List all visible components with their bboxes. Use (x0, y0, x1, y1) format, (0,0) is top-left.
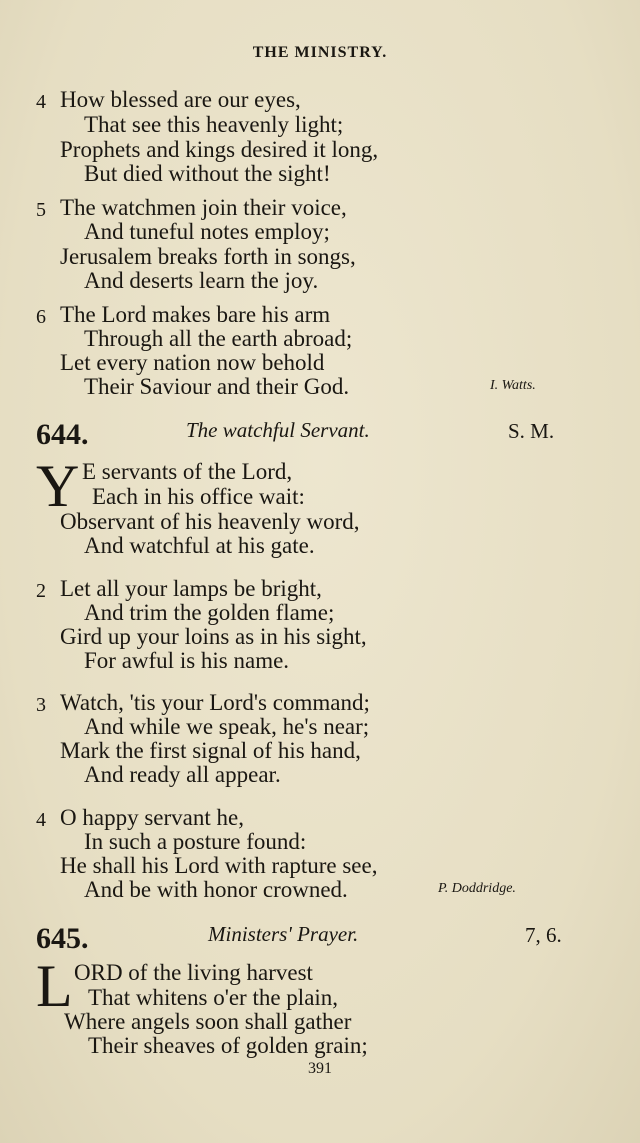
verse-line: That whitens o'er the plain, (88, 985, 339, 1010)
verse-line: And while we speak, he's near; (84, 714, 370, 739)
stanza-number: 5 (36, 199, 46, 221)
hymn-meter: S. M. (508, 419, 555, 443)
verse-line: Each in his office wait: (92, 484, 305, 509)
verse-line: Jerusalem breaks forth in songs, (60, 244, 356, 269)
verse-line: And deserts learn the joy. (84, 268, 319, 293)
hymn-meter: 7, 6. (525, 923, 562, 947)
page-number: 391 (308, 1060, 332, 1077)
verse-line: But died without the sight! (84, 161, 331, 186)
drop-cap: Y (36, 453, 80, 519)
verse-line: E servants of the Lord, (82, 459, 293, 484)
running-head: THE MINISTRY. (252, 44, 388, 61)
verse-line: And tuneful notes employ; (84, 219, 330, 244)
verse-line: And watchful at his gate. (84, 533, 315, 558)
author-attribution: P. Doddridge. (438, 881, 516, 896)
verse-line: O happy servant he, (60, 805, 244, 830)
verse-line: That see this heavenly light; (84, 112, 344, 137)
verse-line: Gird up your loins as in his sight, (60, 624, 367, 649)
stanza-number: 4 (36, 91, 46, 113)
verse-line: The watchmen join their voice, (60, 195, 347, 220)
stanza-number: 3 (36, 694, 46, 716)
hymn-number: 644. (36, 418, 89, 451)
verse-line: He shall his Lord with rapture see, (60, 853, 378, 878)
verse-line: And be with honor crowned. (84, 877, 348, 902)
verse-line: Observant of his heavenly word, (60, 509, 360, 534)
verse-line: How blessed are our eyes, (60, 87, 301, 112)
author-attribution: I. Watts. (490, 378, 536, 393)
verse-line: Their sheaves of golden grain; (88, 1033, 368, 1058)
stanza-number: 4 (36, 809, 46, 831)
verse-line: Where angels soon shall gather (64, 1009, 352, 1034)
hymn-title: The watchful Servant. (186, 418, 370, 442)
verse-line: And ready all appear. (84, 762, 281, 787)
stanza-number: 6 (36, 306, 46, 328)
verse-line: Let all your lamps be bright, (60, 576, 322, 601)
verse-line: For awful is his name. (84, 648, 290, 673)
verse-line: Mark the first signal of his hand, (60, 738, 361, 763)
verse-line: ORD of the living harvest (74, 960, 313, 985)
verse-line: And trim the golden flame; (84, 600, 335, 625)
verse-line: In such a posture found: (84, 829, 307, 854)
verse-line: Watch, 'tis your Lord's command; (60, 690, 370, 715)
drop-cap: L (36, 953, 73, 1019)
verse-line: Let every nation now behold (60, 350, 325, 375)
verse-line: Prophets and kings desired it long, (60, 137, 379, 162)
stanza-number: 2 (36, 580, 46, 602)
verse-line: The Lord makes bare his arm (60, 302, 331, 327)
hymn-title: Ministers' Prayer. (208, 922, 359, 946)
hymn-number: 645. (36, 922, 89, 955)
verse-line: Through all the earth abroad; (84, 326, 353, 351)
verse-line: Their Saviour and their God. (84, 374, 350, 399)
